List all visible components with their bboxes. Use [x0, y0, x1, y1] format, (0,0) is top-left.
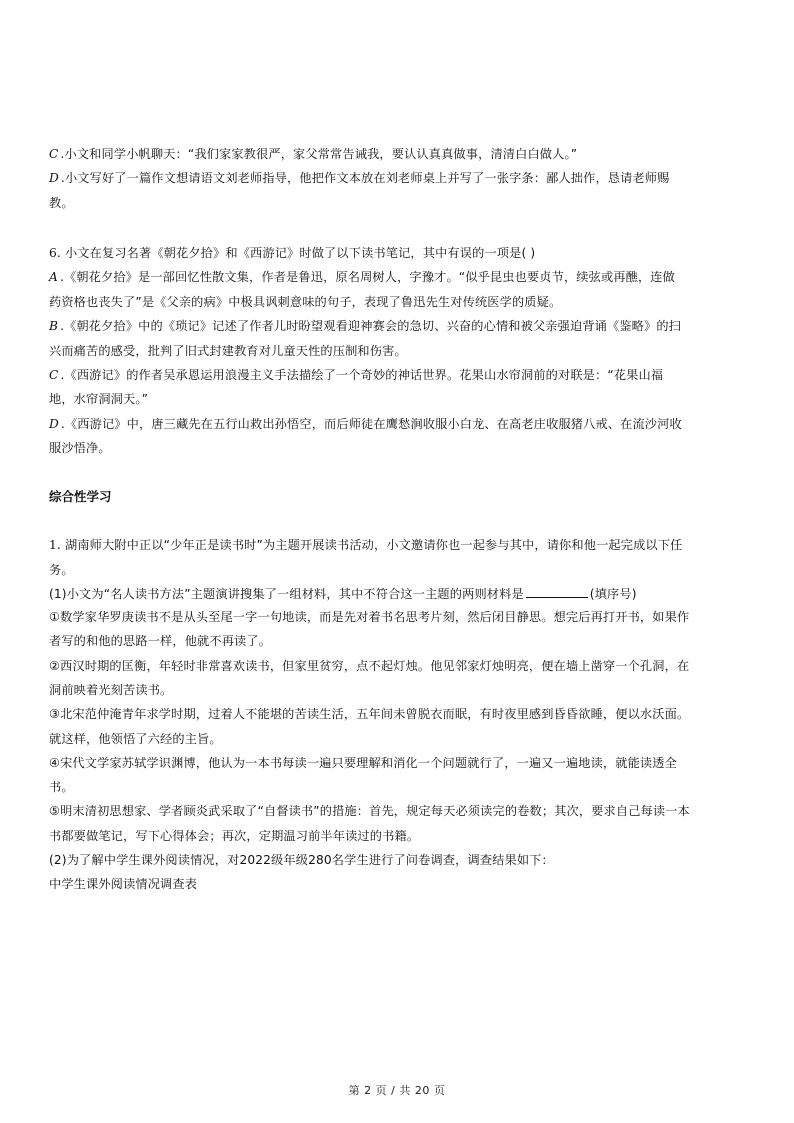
q5-option-c	[49, 146, 749, 162]
z1-stem-cont: 务。	[49, 563, 74, 577]
answer-blank[interactable]	[526, 585, 588, 598]
q6-stem	[49, 245, 749, 261]
q6-option-d-cont: 服沙悟净。	[49, 441, 111, 455]
option-letter: C	[49, 147, 59, 161]
material-4-cont: 书。	[49, 780, 74, 794]
material-1: ①数学家华罗庚读书不是从头至尾一字一句地读，而是先对着书名思考片刻，然后闭目静思。想完后再打开书，如果作	[49, 610, 690, 624]
material-2: ②西汉时期的匡衡，年轻时非常喜欢读书，但家里贫穷，点不起灯烛。他见邻家灯烛明亮，便在墙上凿穿一个孔洞，在	[49, 659, 690, 673]
question-number: 6.	[49, 246, 61, 260]
material-5-cont: 书都要做笔记，写下心得体会；再次，定期温习前半年读过的书籍。	[49, 829, 420, 843]
material-2-cont: 洞前映着光刻苦读书。	[49, 683, 173, 697]
option-letter: D	[49, 171, 59, 185]
q6-option-d	[49, 416, 749, 432]
question-number: 1.	[49, 538, 61, 552]
sub1-suffix: (填序号)	[589, 587, 637, 601]
option-text: .小文和同学小帆聊天：“我们家家教很严，家父常常告诫我，要认认真真做事，清清白白做人。”	[60, 147, 578, 161]
option-letter: C	[49, 368, 59, 382]
q5-option-d	[49, 170, 749, 186]
option-text: .《朝花夕拾》中的《琐记》记述了作者儿时盼望观看迎神赛会的急切、兴奋的心情和被父亲强迫背诵《鉴略》的扫	[60, 319, 682, 333]
q6-option-b-cont: 兴而痛苦的感受，批判了旧式封建教育对儿童天性的压制和伤害。	[49, 344, 407, 358]
option-text: .《朝花夕拾》是一部回忆性散文集，作者是鲁迅，原名周树人，字豫才。“似乎昆虫也要贞节，续弦或再醮，连做	[59, 270, 675, 284]
option-text: .小文写好了一篇作文想请语文刘老师指导，他把作文本放在刘老师桌上并写了一张字条：鄙人拙作，恳请老师赐	[60, 171, 670, 185]
q6-option-c	[49, 367, 749, 383]
material-4: ④宋代文学家苏轼学识渊博，他认为一本书每读一遍只要理解和消化一个问题就行了，一遍又一遍地读，就能读透全	[49, 756, 677, 770]
material-5: ⑤明末清初思想家、学者顾炎武采取了“自督读书”的措施：首先，规定每天必须读完的卷数；其次，要求自己每读一本	[49, 804, 690, 818]
option-letter: B	[49, 319, 59, 333]
sub1-text: (1)小文为“名人读书方法”主题演讲搜集了一组材料，其中不符合这一主题的两则材料是	[49, 587, 524, 601]
q6-option-a-cont: 药资格也丧失了”是《父亲的病》中极具讽刺意味的句子，表现了鲁迅先生对传统医学的质疑。	[49, 295, 562, 309]
z1-sub2: (2)为了解中学生课外阅读情况，对2022级年级280名学生进行了问卷调查，调查结果如下：	[49, 853, 554, 867]
material-1-cont: 者写的和他的思路一样，他就不再读了。	[49, 634, 272, 648]
section-title: 综合性学习	[49, 489, 112, 504]
option-letter: A	[49, 270, 58, 284]
q6-option-b	[49, 318, 749, 334]
q6-option-a	[49, 269, 749, 285]
z1-sub1	[49, 585, 749, 602]
question-text: 小文在复习名著《朝花夕拾》和《西游记》时做了以下读书笔记，其中有误的一项是( )	[64, 246, 536, 260]
material-3-cont: 就这样，他领悟了六经的主旨。	[49, 732, 222, 746]
z1-stem	[49, 537, 749, 553]
q6-option-c-cont: 地，水帘洞洞天。”	[49, 392, 149, 406]
table-caption: 中学生课外阅读情况调查表	[49, 877, 198, 891]
question-text: 湖南师大附中正以“少年正是读书时”为主题开展读书活动，小文邀请你也一起参与其中，请你和他一起完成以下任	[64, 538, 683, 552]
option-text: .《西游记》中，唐三藏先在五行山救出孙悟空，而后师徒在鹰愁涧收服小白龙、在高老庄收服猪八戒、在流沙河收	[60, 417, 682, 431]
q5-option-d-cont: 教。	[49, 196, 74, 210]
page-footer: 第 2 页 / 共 20 页	[348, 1084, 446, 1097]
material-3: ③北宋范仲淹青年求学时期，过着人不能堪的苦读生活，五年间未曾脱衣而眠，有时夜里感到昏昏欲睡，便以水沃面。	[49, 707, 690, 721]
option-letter: D	[49, 417, 59, 431]
option-text: .《西游记》的作者吴承恩运用浪漫主义手法描绘了一个奇妙的神话世界。花果山水帘洞前的对联是：“花果山福	[60, 368, 664, 382]
